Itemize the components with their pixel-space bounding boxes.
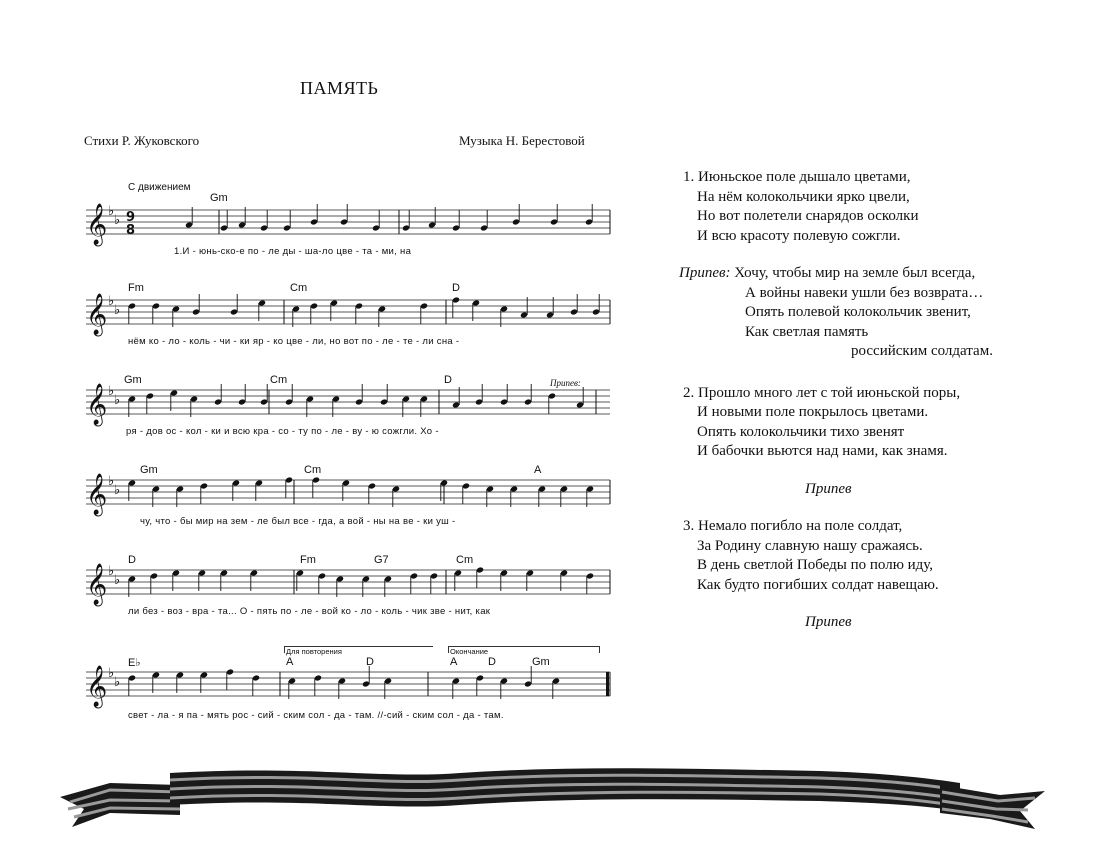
first-ending-bracket [284,646,433,653]
chord-label: D [488,656,496,668]
sheet-music [84,170,614,730]
verse-line: В день светлой Победы по полю иду, [697,557,934,573]
treble-clef-icon: 𝄞 [86,294,108,335]
staff-4 [84,462,614,522]
treble-clef-icon: 𝄞 [86,384,108,425]
chord-label: Gm [140,464,158,476]
treble-clef-icon: 𝄞 [86,204,108,245]
time-signature-bottom: 8 [126,223,136,238]
lyrics-column [679,168,1083,651]
refrain-line: российским солдатам. [851,343,993,359]
flat-icon: ♭ [114,675,121,690]
chord-label: A [286,656,294,668]
final-barline [606,672,609,696]
refrain-line: Опять полевой колокольчик звенит, [745,304,971,320]
verse-line: И новыми поле покрылось цветами. [697,404,929,420]
chord-label: A [450,656,458,668]
flat-icon: ♭ [114,483,121,498]
staff-3 [84,372,614,432]
st-george-ribbon [60,765,1050,840]
repeat-label: Для повторения [286,647,342,656]
lyrics-line: нём ко - ло - коль - чи - ки яр - ко цве - ли, но вот по - ле - те - ли сна - [128,336,460,347]
refrain-label: Припев: [679,265,731,281]
chord-label: D [452,282,460,294]
refrain-line: Как светлая память [745,323,869,340]
ending-label: Окончание [450,647,489,656]
chord-label: E♭ [128,657,141,669]
refrain [679,264,1083,362]
verse-line: И бабочки вьются над нами, как знамя. [697,443,948,459]
lyrics-line: ря - дов ос - кол - ки и всю кра - со - ту по - ле - ву - ю сожгли. Хо - [126,426,439,437]
verse-line: И всю красоту полевую сожгли. [697,227,901,244]
verse-3 [683,517,1083,595]
verse-line: 1. Июньское поле дышало цветами, [683,169,911,185]
staff-system-2 [84,282,614,370]
treble-clef-icon: 𝄞 [86,474,108,515]
flat-icon: ♭ [114,393,121,408]
chord-label: Fm [300,554,316,566]
verse-1 [683,168,1083,246]
verse-2 [683,384,1083,462]
treble-clef-icon: 𝄞 [86,564,108,605]
staff-system-3 [84,372,614,460]
verse-line: Но вот полетели снарядов осколки [697,208,919,224]
refrain-line: Хочу, чтобы мир на земле был всегда, [734,265,976,281]
tempo-marking: С движением [128,182,191,193]
refrain-reference: Припев [805,480,852,497]
chord-label: Cm [270,374,288,386]
verse-line: Опять колокольчики тихо звенят [697,423,905,440]
time-signature-top: 9 [126,210,136,225]
song-title: ПАМЯТЬ [300,78,379,98]
chord-label: Fm [128,282,144,294]
chord-label: Cm [304,464,322,476]
ribbon-band [170,768,960,811]
lyricist-credit: Стихи Р. Жуковского [84,133,200,148]
staff-5 [84,552,614,612]
verse-line: 3. Немало погибло на поле солдат, [683,518,903,534]
lyrics-line: чу, что - бы мир на зем - ле был все - гда, а вой - ны на ве - ки уш - [140,516,456,527]
chord-label: G7 [374,554,389,566]
flat-icon: ♭ [108,204,115,219]
staff-system-1 [84,192,614,280]
verse-line: На нём колокольчики ярко цвели, [697,188,910,205]
chord-label: D [128,554,136,566]
chord-label: Gm [124,374,142,386]
ribbon-right-tail [940,785,1045,829]
flat-icon: ♭ [108,666,115,681]
flat-icon: ♭ [108,474,115,489]
staff-system-4 [84,462,614,550]
final-ending-bracket [448,646,600,653]
chord-label: A [534,464,542,476]
refrain-line: А войны навеки ушли без возврата… [745,284,984,301]
flat-icon: ♭ [108,564,115,579]
ribbon-left-tail [60,783,180,827]
refrain-reference: Припев [805,614,852,630]
chord-label: D [366,656,374,668]
flat-icon: ♭ [114,213,121,228]
staff-system-6 [84,642,614,730]
flat-icon: ♭ [108,384,115,399]
lyrics-line: 1.И - юнь-ско-е по - ле ды - ша-ло цве - та - ми, на [174,246,412,257]
chord-label: D [444,374,452,386]
lyrics-line: ли без - воз - вра - та... О - пять по - ле - вой ко - ло - коль - чик зве - нит, как [128,606,491,617]
flat-icon: ♭ [114,573,121,588]
staff-1 [84,192,614,252]
chord-label: Cm [456,554,474,566]
chord-label: Gm [532,656,550,668]
staff-2 [84,282,614,342]
composer-credit: Музыка Н. Берестовой [459,133,585,148]
treble-clef-icon: 𝄞 [86,666,108,707]
verse-line: За Родину славную нашу сражаясь. [697,537,923,554]
flat-icon: ♭ [108,294,115,309]
verse-line: Как будто погибших солдат навещаю. [697,576,939,593]
verse-line: 2. Прошло много лет с той июньской поры, [683,384,961,401]
staff-system-5 [84,552,614,640]
lyrics-line: свет - ла - я па - мять рос - сий - ским сол - да - там. //-сий - ским сол - да - там. [128,710,504,721]
flat-icon: ♭ [114,303,121,318]
chord-label: Cm [290,282,308,294]
refrain-marker: Припев: [550,378,581,388]
chord-label: Gm [210,192,228,204]
